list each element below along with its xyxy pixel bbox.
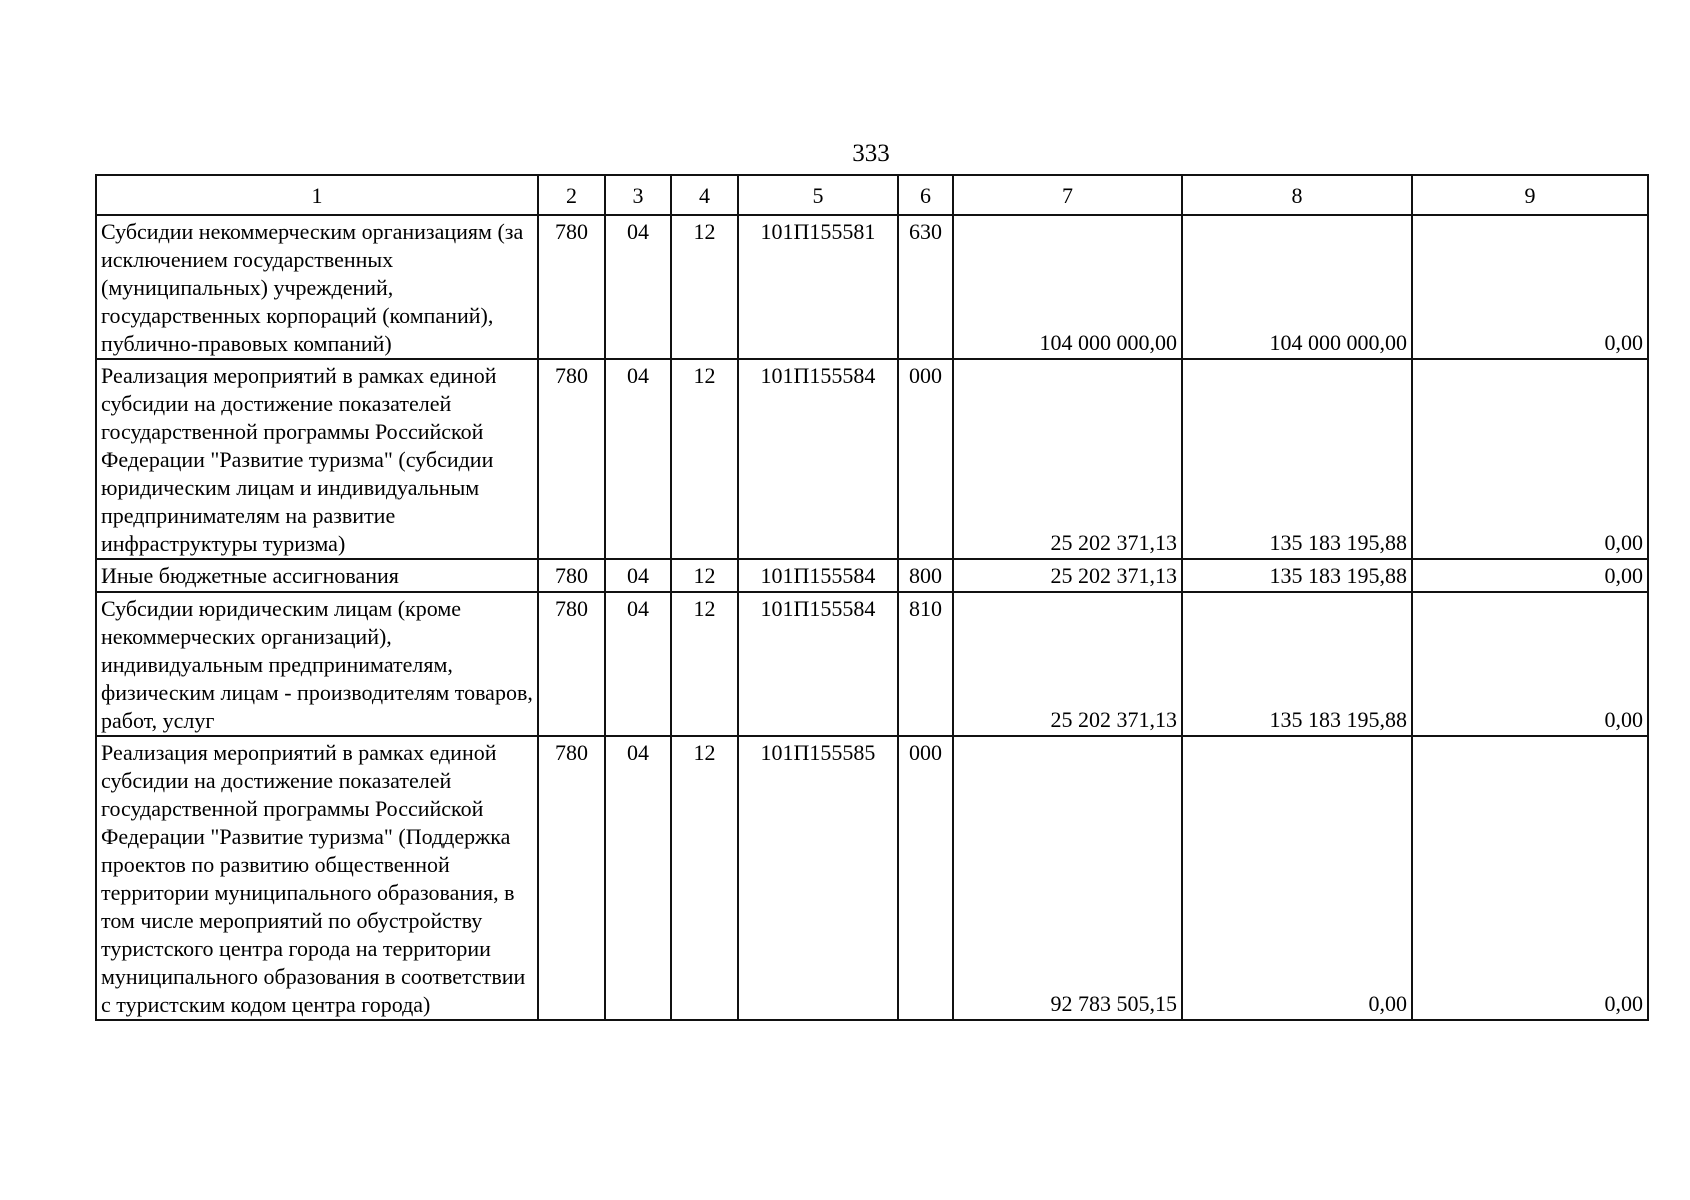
row-amount-7: 25 202 371,13 bbox=[953, 592, 1182, 736]
row-code-3: 04 bbox=[605, 736, 671, 1020]
table-row bbox=[96, 215, 1648, 359]
row-amount-8: 104 000 000,00 bbox=[1182, 215, 1412, 359]
row-amount-8: 135 183 195,88 bbox=[1182, 592, 1412, 736]
row-code-3: 04 bbox=[605, 215, 671, 359]
row-amount-7: 104 000 000,00 bbox=[953, 215, 1182, 359]
row-code-3: 04 bbox=[605, 359, 671, 559]
row-amount-9: 0,00 bbox=[1412, 559, 1648, 592]
row-code-3: 04 bbox=[605, 592, 671, 736]
row-amount-9: 0,00 bbox=[1412, 592, 1648, 736]
table-row bbox=[96, 592, 1648, 736]
table-row bbox=[96, 736, 1648, 1020]
column-header: 6 bbox=[898, 175, 953, 215]
row-code-6: 630 bbox=[898, 215, 953, 359]
page-number: 333 bbox=[852, 140, 890, 167]
table-header-row bbox=[96, 175, 1648, 215]
row-code-5: 101П155584 bbox=[738, 592, 898, 736]
column-header: 7 bbox=[953, 175, 1182, 215]
column-header: 8 bbox=[1182, 175, 1412, 215]
row-code-6: 000 bbox=[898, 359, 953, 559]
row-code-4: 12 bbox=[671, 559, 738, 592]
column-header: 2 bbox=[538, 175, 605, 215]
row-code-2: 780 bbox=[538, 215, 605, 359]
row-amount-8: 135 183 195,88 bbox=[1182, 559, 1412, 592]
row-code-4: 12 bbox=[671, 736, 738, 1020]
row-code-2: 780 bbox=[538, 559, 605, 592]
column-header: 3 bbox=[605, 175, 671, 215]
row-amount-7: 25 202 371,13 bbox=[953, 359, 1182, 559]
column-header: 1 bbox=[96, 175, 538, 215]
row-amount-7: 25 202 371,13 bbox=[953, 559, 1182, 592]
row-amount-8: 0,00 bbox=[1182, 736, 1412, 1020]
row-code-4: 12 bbox=[671, 592, 738, 736]
row-name: Реализация мероприятий в рамках единой субсидии на достижение показателей государственной программы Российской Федерации "Развитие туризма" (Поддержка проектов по развитию общественной территории муниципального образования, в том числе мероприятий по обустройству туристского центра города на территории муниципального образования в соответствии с туристским кодом центра города) bbox=[96, 736, 538, 1020]
row-name: Субсидии юридическим лицам (кроме некоммерческих организаций), индивидуальным предпринимателям, физическим лицам - производителям товаров, работ, услуг bbox=[96, 592, 538, 736]
row-amount-9: 0,00 bbox=[1412, 359, 1648, 559]
row-amount-7: 92 783 505,15 bbox=[953, 736, 1182, 1020]
row-code-6: 810 bbox=[898, 592, 953, 736]
column-header: 9 bbox=[1412, 175, 1648, 215]
table-row bbox=[96, 559, 1648, 592]
row-code-4: 12 bbox=[671, 359, 738, 559]
row-amount-9: 0,00 bbox=[1412, 736, 1648, 1020]
row-code-4: 12 bbox=[671, 215, 738, 359]
row-code-5: 101П155581 bbox=[738, 215, 898, 359]
row-amount-9: 0,00 bbox=[1412, 215, 1648, 359]
column-header: 4 bbox=[671, 175, 738, 215]
table-row bbox=[96, 359, 1648, 559]
row-code-6: 800 bbox=[898, 559, 953, 592]
budget-table bbox=[95, 174, 1649, 1021]
row-code-2: 780 bbox=[538, 736, 605, 1020]
column-header: 5 bbox=[738, 175, 898, 215]
row-code-2: 780 bbox=[538, 592, 605, 736]
row-code-3: 04 bbox=[605, 559, 671, 592]
row-code-2: 780 bbox=[538, 359, 605, 559]
row-code-5: 101П155584 bbox=[738, 559, 898, 592]
row-name: Субсидии некоммерческим организациям (за исключением государственных (муниципальных) учреждений, государственных корпораций (компаний), публично-правовых компаний) bbox=[96, 215, 538, 359]
row-name: Иные бюджетные ассигнования bbox=[96, 559, 538, 592]
row-name: Реализация мероприятий в рамках единой субсидии на достижение показателей государственной программы Российской Федерации "Развитие туризма" (субсидии юридическим лицам и индивидуальным предпринимателям на развитие инфраструктуры туризма) bbox=[96, 359, 538, 559]
row-amount-8: 135 183 195,88 bbox=[1182, 359, 1412, 559]
row-code-6: 000 bbox=[898, 736, 953, 1020]
row-code-5: 101П155584 bbox=[738, 359, 898, 559]
row-code-5: 101П155585 bbox=[738, 736, 898, 1020]
